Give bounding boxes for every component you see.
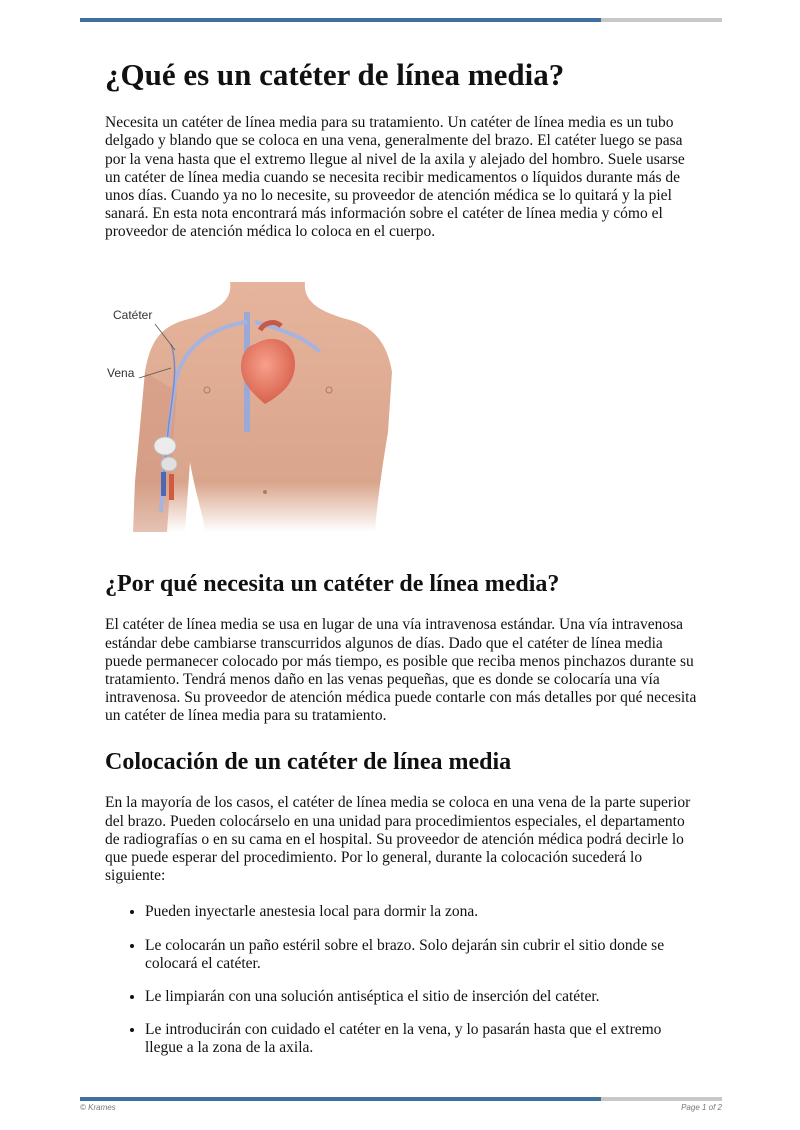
section-heading-why: ¿Por qué necesita un catéter de línea media? <box>105 570 560 597</box>
footer-rule <box>80 1097 722 1101</box>
list-item: • Le colocarán un paño estéril sobre el brazo. Solo dejarán sin cubrir el sitio donde se colocará el catéter. <box>145 937 697 973</box>
header-rule-accent <box>80 18 601 22</box>
section-body-why: El catéter de línea media se usa en lugar de una vía intravenosa estándar. Una vía intravenosa estándar debe cambiarse transcurridos algunos de días. Dado que el catéter de línea media puede permanecer colocado por más tiempo, es posible que reciba menos pinchazos durante su tratamiento. Tendrá menos daño en las venas pequeñas, que es donde se colocaría una vía intravenosa. Su proveedor de atención médica puede contarle con más detalles por qué necesita un catéter de línea media para su tratamiento. <box>105 616 697 725</box>
label-catheter: Catéter <box>113 307 153 322</box>
footer-page-number: Page 1 of 2 <box>681 1103 722 1112</box>
list-item: • Pueden inyectarle anestesia local para dormir la zona. <box>145 903 697 921</box>
placement-steps-list <box>105 903 697 1057</box>
document-body <box>105 56 697 1073</box>
footer-rule-accent <box>80 1097 601 1101</box>
header-rule <box>80 18 722 22</box>
list-item: • Le limpiarán con una solución antiséptica el sitio de inserción del catéter. <box>145 988 697 1006</box>
page-title: ¿Qué es un catéter de línea media? <box>105 57 565 92</box>
footer-copyright: © Krames <box>80 1103 116 1112</box>
list-item: • Le introducirán con cuidado el catéter en la vena, y lo pasarán hasta que el extremo llegue a la zona de la axila. <box>145 1021 697 1057</box>
label-vein: Vena <box>107 365 135 380</box>
intro-paragraph: Necesita un catéter de línea media para su tratamiento. Un catéter de línea media es un tubo delgado y blando que se coloca en una vena, generalmente del brazo. El catéter luego se pasa por la vena hasta que el extremo llegue al nivel de la axila y alejado del hombro. Suele usarse un catéter de línea media cuando se necesita recibir medicamentos o líquidos durante más de unos días. Cuando ya no lo necesite, su proveedor de atención médica se lo quitará y la piel sanará. En esta nota encontrará más información sobre el catéter de línea media y cómo el proveedor de atención médica lo coloca en el cuerpo. <box>105 114 685 241</box>
chest-illustration <box>105 282 405 532</box>
section-heading-placement: Colocación de un catéter de línea media <box>105 748 512 775</box>
section-body-placement: En la mayoría de los casos, el catéter de línea media se coloca en una vena de la parte superior del brazo. Pueden colocárselo en una unidad para procedimientos especiales, el departamento de radiografías o en su cama en el hospital. Su proveedor de atención médica podrá decirle lo que puede esperar del procedimiento. Por lo general, durante la colocación sucederá lo siguiente: <box>105 794 691 885</box>
